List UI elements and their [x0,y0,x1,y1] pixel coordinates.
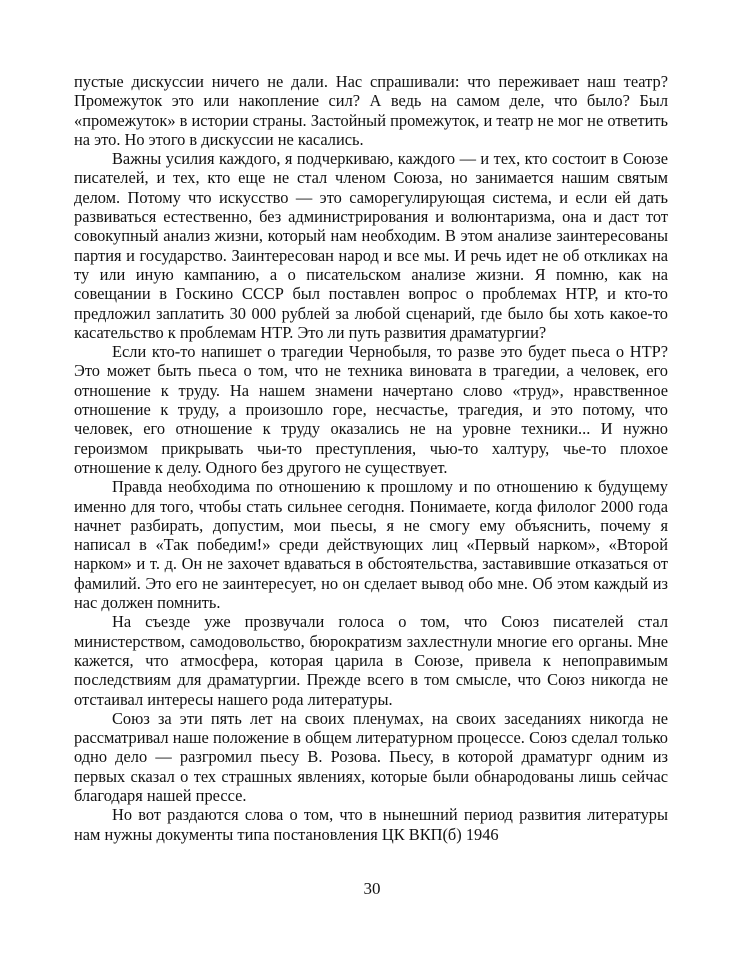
page-number: 30 [363,879,381,898]
paragraph-3: Если кто-то напишет о трагедии Чернобыля, то разве это будет пьеса о НТР? Это может быть пьеса о том, что не техника виновата в трагедии, а человек, его отношение к труду. На нашем знамени начертано слово «труд», нравственное отношение к труду, а произошло горе, несчастье, трагедия, и это потому, что человек, его отношение к труду оказались не на уровне техники... И нужно героизмом прикрывать чьи-то преступления, чью-то халтуру, чье-то плохое отношение к делу. Одного без другого не существует. [74,342,668,477]
page-content [74,72,668,844]
text-body [74,72,668,844]
paragraph-6: Союз за эти пять лет на своих пленумах, на своих заседаниях никогда не рассматривал наше положение в общем литературном процессе. Союз сделал только одно дело — разгромил пьесу В. Розова. Пьесу, в которой драматург одним из первых сказал о тех страшных явлениях, которые были обнародованы лишь сейчас благодаря нашей прессе. [74,708,668,805]
paragraph-2: Важны усилия каждого, я подчеркиваю, каждого — и тех, кто состоит в Союзе писателей, и тех, кто еще не стал членом Союза, но занимается нашим святым делом. Потому что искусство — это саморегулирующая система, и если ей дать развиваться естественно, без администрирования и волюнтаризма, она и даст тот совокупный анализ жизни, который нам необходим. В этом анализе заинтересованы партия и государство. Заинтересован народ и все мы. И речь идет не об откликах на ту или иную кампанию, а о писательском анализе жизни. Я помню, как на совещании в Госкино СССР был поставлен вопрос о проблемах НТР, и кто-то предложил заплатить 30 000 рублей за любой сценарий, где было бы хоть какое-то касательство к проблемам НТР. Это ли путь развития драматургии? [74,149,668,342]
paragraph-1: пустые дискуссии ничего не дали. Нас спрашивали: что переживает наш театр? Промежуток это или накопление сил? А ведь на самом деле, что было? Был «промежуток» в истории страны. Застойный промежуток, и театр не мог не ответить на это. Но этого в дискуссии не касались. [74,72,668,149]
paragraph-5: На съезде уже прозвучали голоса о том, что Союз писателей стал министерством, самодовольство, бюрократизм захлестнули многие его органы. Мне кажется, что атмосфера, которая царила в Союзе, привела к непоправимым последствиям для драматургии. Прежде всего в том смысле, что Союз никогда не отстаивал интересы нашего рода литературы. [74,612,668,709]
paragraph-7: Но вот раздаются слова о том, что в нынешний период развития литературы нам нужны документы типа постановления ЦК ВКП(б) 1946 [74,805,668,844]
paragraph-4: Правда необходима по отношению к прошлому и по отношению к будущему именно для того, чтобы стать сильнее сегодня. Понимаете, когда филолог 2000 года начнет разбирать, допустим, мои пьесы, я не смогу ему объяснить, почему я написал в «Так победим!» среди действующих лиц «Первый нарком», «Второй нарком» и т. д. Он не захочет вдаваться в обстоятельства, заставившие отказаться от фамилий. Это его не заинтересует, но он сделает вывод обо мне. Об этом каждый из нас должен помнить. [74,477,668,613]
